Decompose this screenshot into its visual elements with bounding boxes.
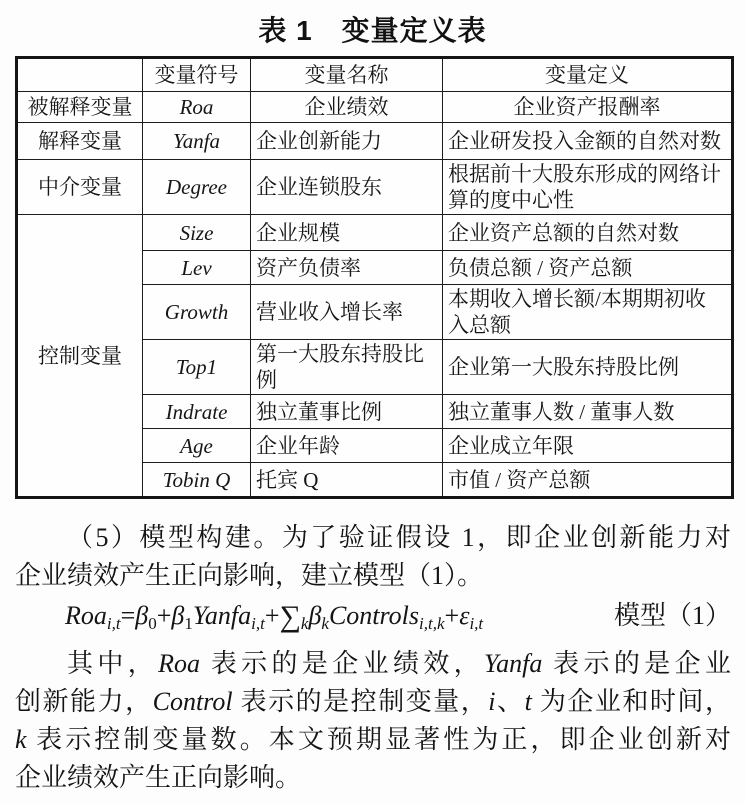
cell-name: 企业年龄 xyxy=(251,429,443,463)
header-cell-name: 变量名称 xyxy=(251,58,443,92)
cell-definition: 负债总额 / 资产总额 xyxy=(443,251,733,285)
summation-symbol: ∑ xyxy=(279,600,301,633)
cell-definition: 独立董事人数 / 董事人数 xyxy=(443,395,733,429)
cell-definition: 企业成立年限 xyxy=(443,429,733,463)
cell-name: 独立董事比例 xyxy=(251,395,443,429)
cell-definition: 企业资产报酬率 xyxy=(443,92,733,123)
header-cell-symbol: 变量符号 xyxy=(143,58,251,92)
formula-label: 模型（1） xyxy=(613,601,731,630)
paragraph-2-line-2: 创新能力，Control 表示的是控制变量，i、t 为企业和时间， xyxy=(15,687,731,716)
cell-definition: 市值 / 资产总额 xyxy=(443,463,733,498)
cell-name: 资产负债率 xyxy=(251,251,443,285)
cell-name: 企业创新能力 xyxy=(251,123,443,160)
header-cell-definition: 变量定义 xyxy=(443,58,733,92)
cell-name: 托宾 Q xyxy=(251,463,443,498)
cell-symbol: Age xyxy=(143,429,251,463)
paragraph-2-line-4: 企业绩效产生正向影响。 xyxy=(15,763,302,792)
model-formula xyxy=(15,596,731,644)
header-cell-empty xyxy=(17,58,143,92)
group-label-mediator: 中介变量 xyxy=(17,160,143,215)
cell-symbol: Top1 xyxy=(143,340,251,395)
cell-definition: 企业第一大股东持股比例 xyxy=(443,340,733,395)
cell-definition: 本期收入增长额/本期期初收入总额 xyxy=(443,285,733,340)
paragraph-1-line-2: 企业绩效产生正向影响，建立模型（1）。 xyxy=(15,561,484,590)
paragraph-1-line-1: （5）模型构建。为了验证假设 1，即企业创新能力对 xyxy=(67,523,731,552)
group-label-controls: 控制变量 xyxy=(17,215,143,498)
table-title: 表 1 变量定义表 xyxy=(258,15,487,46)
table-row xyxy=(17,160,733,215)
cell-definition: 企业研发投入金额的自然对数 xyxy=(443,123,733,160)
paragraph-2-line-1: 其中，Roa 表示的是企业绩效，Yanfa 表示的是企业 xyxy=(67,649,731,678)
cell-name: 企业规模 xyxy=(251,215,443,251)
cell-symbol: Size xyxy=(143,215,251,251)
cell-symbol: Yanfa xyxy=(143,123,251,160)
table-row xyxy=(17,215,733,251)
paragraph-2-line-3: k 表示控制变量数。本文预期显著性为正，即企业创新对 xyxy=(15,725,731,754)
cell-name: 第一大股东持股比例 xyxy=(251,340,443,395)
body-text xyxy=(15,519,731,797)
cell-symbol: Growth xyxy=(143,285,251,340)
cell-name: 企业绩效 xyxy=(251,92,443,123)
table-row xyxy=(17,92,733,123)
cell-definition: 企业资产总额的自然对数 xyxy=(443,215,733,251)
cell-definition: 根据前十大股东形成的网络计算的度中心性 xyxy=(443,160,733,215)
variable-definition-table xyxy=(15,56,734,499)
cell-symbol: Degree xyxy=(143,160,251,215)
formula-expression: Roai,t=β0+β1Yanfai,t+∑kβkControlsi,t,k+εi,t xyxy=(65,600,484,633)
cell-name: 营业收入增长率 xyxy=(251,285,443,340)
group-label-dependent: 被解释变量 xyxy=(17,92,143,123)
cell-symbol: Tobin Q xyxy=(143,463,251,498)
cell-symbol: Indrate xyxy=(143,395,251,429)
table-header-row xyxy=(17,58,733,92)
group-label-explanatory: 解释变量 xyxy=(17,123,143,160)
cell-symbol: Roa xyxy=(143,92,251,123)
table-row xyxy=(17,123,733,160)
cell-name: 企业连锁股东 xyxy=(251,160,443,215)
cell-symbol: Lev xyxy=(143,251,251,285)
